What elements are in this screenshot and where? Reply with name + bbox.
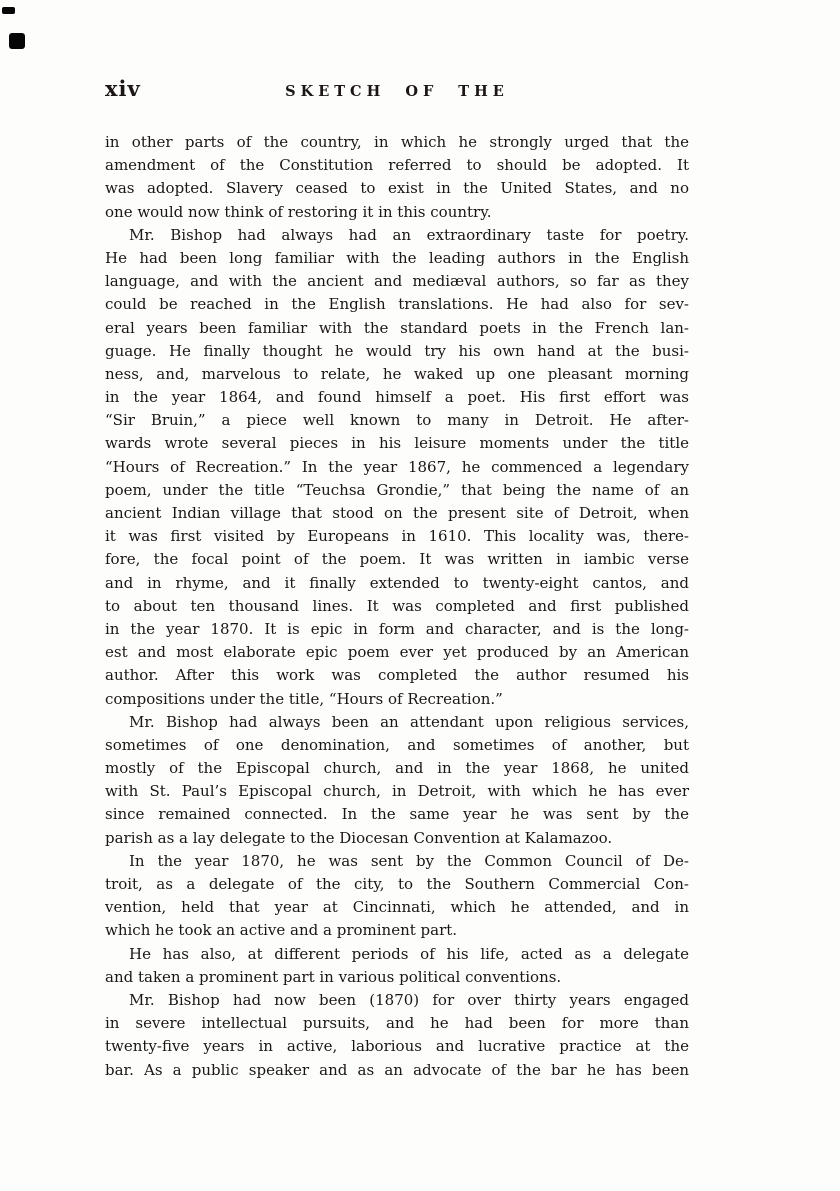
text-line: parish as a lay delegate to the Diocesan Convention at Kalamazoo. [105, 828, 613, 847]
text-line: ancient Indian village that stood on the present site of Detroit, when [105, 504, 689, 522]
text-line: Mr. Bishop had always been an attendant upon religious services, [129, 712, 689, 731]
text-line: troit, as a delegate of the city, to the Southern Commercial Con- [105, 875, 689, 893]
page-body [105, 131, 689, 1082]
running-head-title: SKETCH OF THE [285, 83, 509, 100]
text-line: in severe intellectual pursuits, and he had been for more than [105, 1014, 689, 1033]
text-line: with St. Paul’s Episcopal church, in Detroit, with which he has ever [105, 782, 689, 801]
text-line: est and most elaborate epic poem ever yet produced by an American [105, 643, 689, 662]
text-line: which he took an active and a prominent part. [105, 921, 458, 940]
text-line: eral years been familiar with the standard poets in the French lan- [105, 318, 689, 337]
text-line: vention, held that year at Cincinnati, which he attended, and in [105, 898, 689, 917]
text-line: in other parts of the country, in which he strongly urged that the [105, 133, 689, 151]
text-line: author. After this work was completed the author resumed his [105, 666, 689, 685]
text-line: in the year 1870. It is epic in form and character, and is the long- [105, 619, 689, 638]
text-line: and taken a prominent part in various political conventions. [105, 967, 562, 986]
text-line: amendment of the Constitution referred to should be adopted. It [105, 156, 689, 175]
scan-artifact-dash [2, 7, 15, 14]
text-line: twenty-five years in active, laborious and lucrative practice at the [105, 1037, 689, 1056]
text-line: language, and with the ancient and mediæval authors, so far as they [105, 272, 689, 291]
text-line: sometimes of one denomination, and sometimes of another, but [105, 735, 689, 754]
text-line: Mr. Bishop had always had an extraordinary taste for poetry. [129, 225, 689, 244]
text-line: could be reached in the English translations. He had also for sev- [105, 295, 689, 314]
text-line: it was first visited by Europeans in 1610. This locality was, there- [105, 527, 689, 546]
text-line: He has also, at different periods of his life, acted as a delegate [129, 944, 689, 963]
text-line: guage. He finally thought he would try his own hand at the busi- [105, 341, 689, 360]
text-line: poem, under the title “Teuchsa Grondie,” that being the name of an [105, 480, 689, 499]
text-line: wards wrote several pieces in his leisure moments under the title [105, 434, 689, 453]
text-line: and in rhyme, and it finally extended to twenty-eight cantos, and [105, 573, 689, 592]
text-line: was adopted. Slavery ceased to exist in the United States, and no [105, 179, 689, 198]
text-line: “Hours of Recreation.” In the year 1867, he commenced a legendary [105, 457, 689, 476]
text-line: one would now think of restoring it in this country. [105, 202, 492, 221]
text-line: bar. As a public speaker and as an advocate of the bar he has been [105, 1060, 689, 1079]
text-line: Mr. Bishop had now been (1870) for over thirty years engaged [129, 990, 689, 1009]
page-number: xiv [105, 76, 141, 101]
text-line: He had been long familiar with the leading authors in the English [105, 248, 689, 267]
text-line: fore, the focal point of the poem. It was written in iambic verse [105, 550, 689, 569]
text-line: since remained connected. In the same year he was sent by the [105, 805, 689, 824]
text-line: ness, and, marvelous to relate, he waked up one pleasant morning [105, 364, 689, 383]
text-line: “Sir Bruin,” a piece well known to many in Detroit. He after- [105, 411, 689, 430]
text-line: mostly of the Episcopal church, and in the year 1868, he united [105, 759, 689, 778]
text-line: compositions under the title, “Hours of Recreation.” [105, 689, 503, 708]
scan-artifact-square [9, 33, 25, 49]
text-line: to about ten thousand lines. It was completed and first published [105, 596, 689, 615]
text-line: In the year 1870, he was sent by the Common Council of De- [129, 851, 689, 870]
text-line: in the year 1864, and found himself a poet. His first effort was [105, 388, 689, 407]
